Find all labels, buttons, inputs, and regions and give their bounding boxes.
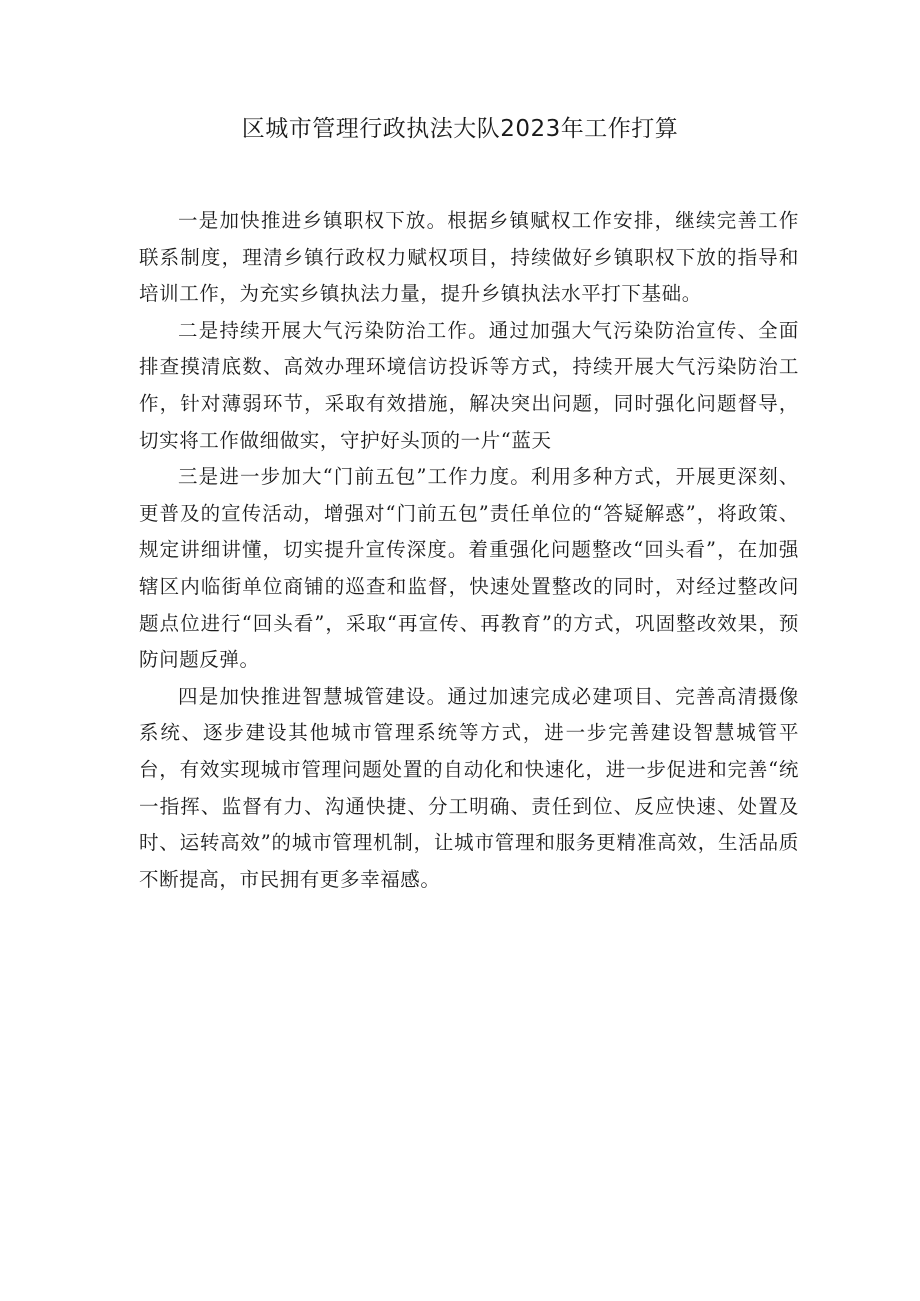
paragraph-3: 三是进一步加大“门前五包”工作力度。利用多种方式，开展更深刻、更普及的宣传活动，增强对“门前五包”责任单位的“答疑解惑”，将政策、规定讲细讲懂，切实提升宣传深度。着重强化问题整改“回头看”，在加强辖区内临街单位商铺的巡查和监督，快速处置整改的同时，对经过整改问题点位进行“回头看”，采取“再宣传、再教育”的方式，巩固整改效果，预防问题反弹。: [139, 465, 799, 672]
document-title: 区城市管理行政执法大队2023年工作打算: [241, 116, 679, 142]
paragraph-1: 一是加快推进乡镇职权下放。根据乡镇赋权工作安排，继续完善工作联系制度，理清乡镇行政权力赋权项目，持续做好乡镇职权下放的指导和培训工作，为充实乡镇执法力量，提升乡镇执法水平打下基础。: [139, 209, 799, 306]
document-body: [139, 203, 799, 898]
paragraph-4: 四是加快推进智慧城管建设。通过加速完成必建项目、完善高清摄像系统、逐步建设其他城市管理系统等方式，进一步完善建设智慧城管平台，有效实现城市管理问题处置的自动化和快速化，进一步促进和完善“统一指挥、监督有力、沟通快捷、分工明确、责任到位、反应快速、处置及时、运转高效”的城市管理机制，让城市管理和服务更精准高效，生活品质不断提高，市民拥有更多幸福感。: [139, 684, 799, 891]
paragraph-2: 二是持续开展大气污染防治工作。通过加强大气污染防治宣传、全面排查摸清底数、高效办理环境信访投诉等方式，持续开展大气污染防治工作，针对薄弱环节，采取有效措施，解决突出问题，同时强化问题督导，切实将工作做细做实，守护好头顶的一片“蓝天: [139, 318, 799, 452]
